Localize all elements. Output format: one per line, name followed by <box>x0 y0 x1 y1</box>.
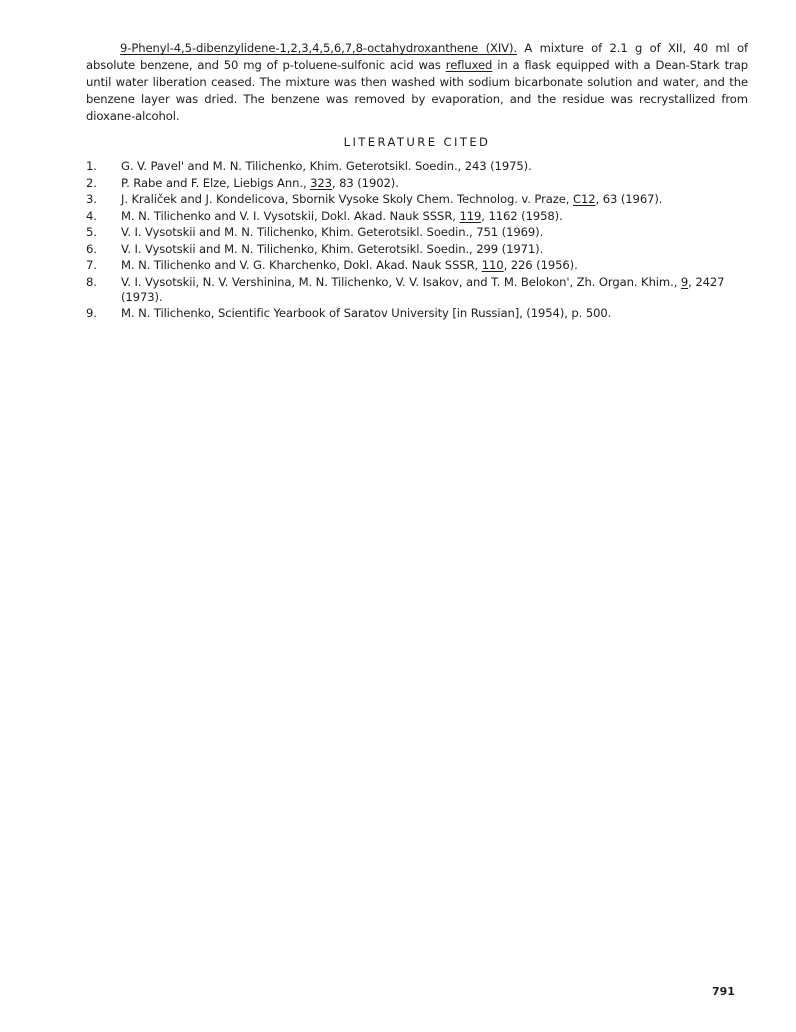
reference-volume: 119 <box>459 208 482 223</box>
reference-volume: C12 <box>572 192 596 206</box>
reference-item <box>86 159 748 174</box>
reference-number: 8. <box>86 274 97 289</box>
reference-list <box>86 159 748 323</box>
reference-text: G. V. Pavel' and M. N. Tilichenko, Khim. Geterotsikl. Soedin., 243 (1975). <box>121 159 532 173</box>
reference-text: V. I. Vysotskii, N. V. Vershinina, M. N. Tilichenko, V. V. Isakov, and T. M. Belokon', Zh. Organ. Khim., <box>121 274 681 289</box>
paragraph-text-continued: in a flask equipped with a Dean-Stark trap until water liberation ceased. The mixture was then washed with sodium bicarbonate solution and water, and the benzene layer was dried. The benzene was removed by evaporation, and the residue was recrystallized from dioxane-alcohol. <box>86 58 748 123</box>
literature-cited-heading: LITERATURE CITED <box>343 135 491 149</box>
reference-volume: 110 <box>481 258 504 272</box>
reference-text: M. N. Tilichenko and V. I. Vysotskii, Dokl. Akad. Nauk SSSR, <box>121 208 460 223</box>
reference-number: 7. <box>86 258 97 272</box>
reference-volume: 323 <box>310 175 332 190</box>
reference-number: 4. <box>86 208 97 223</box>
reference-number: 1. <box>86 159 97 173</box>
reference-text: M. N. Tilichenko and V. G. Kharchenko, Dokl. Akad. Nauk SSSR, <box>121 258 482 272</box>
reference-text-end: , 1162 (1958). <box>481 208 563 223</box>
reference-number: 9. <box>86 306 97 321</box>
reference-text-end: , 63 (1967). <box>595 192 663 206</box>
reference-item <box>86 192 748 207</box>
reference-item <box>86 306 748 321</box>
reference-item <box>86 176 748 191</box>
reference-text: V. I. Vysotskii and M. N. Tilichenko, Khim. Geterotsikl. Soedin., 751 (1969). <box>121 225 544 239</box>
reference-text: V. I. Vysotskii and M. N. Tilichenko, Khim. Geterotsikl. Soedin., 299 (1971). <box>121 241 544 256</box>
reference-item <box>86 225 748 240</box>
reference-item <box>86 275 748 305</box>
reference-text-end: , 2427 (1973). <box>121 274 725 304</box>
reference-text-end: , 83 (1902). <box>331 175 399 190</box>
underlined-word: refluxed <box>445 58 493 72</box>
reference-number: 5. <box>86 225 97 239</box>
reference-text: M. N. Tilichenko, Scientific Yearbook of Saratov University [in Russian], (1954), p. 500. <box>121 306 612 321</box>
reference-item <box>86 258 748 273</box>
experimental-paragraph <box>86 40 748 125</box>
reference-number: 6. <box>86 241 97 256</box>
page-number: 791 <box>712 985 735 998</box>
compound-title: 9-Phenyl-4,5-dibenzylidene-1,2,3,4,5,6,7,8-octahydroxanthene (XIV). <box>120 41 517 55</box>
reference-volume: 9 <box>680 274 689 289</box>
reference-item <box>86 242 748 257</box>
paragraph-text: A mixture of 2.1 g of XII, 40 ml of absolute benzene, and 50 mg of p-toluene-sulfonic acid was <box>86 41 748 72</box>
reference-text-end: , 226 (1956). <box>503 258 578 272</box>
reference-number: 3. <box>86 192 97 206</box>
reference-text: P. Rabe and F. Elze, Liebigs Ann., <box>121 175 311 190</box>
reference-number: 2. <box>86 175 97 190</box>
reference-item <box>86 209 748 224</box>
reference-text: J. Kraliček and J. Kondelicova, Sbornik Vysoke Skoly Chem. Technolog. v. Praze, <box>121 192 573 206</box>
